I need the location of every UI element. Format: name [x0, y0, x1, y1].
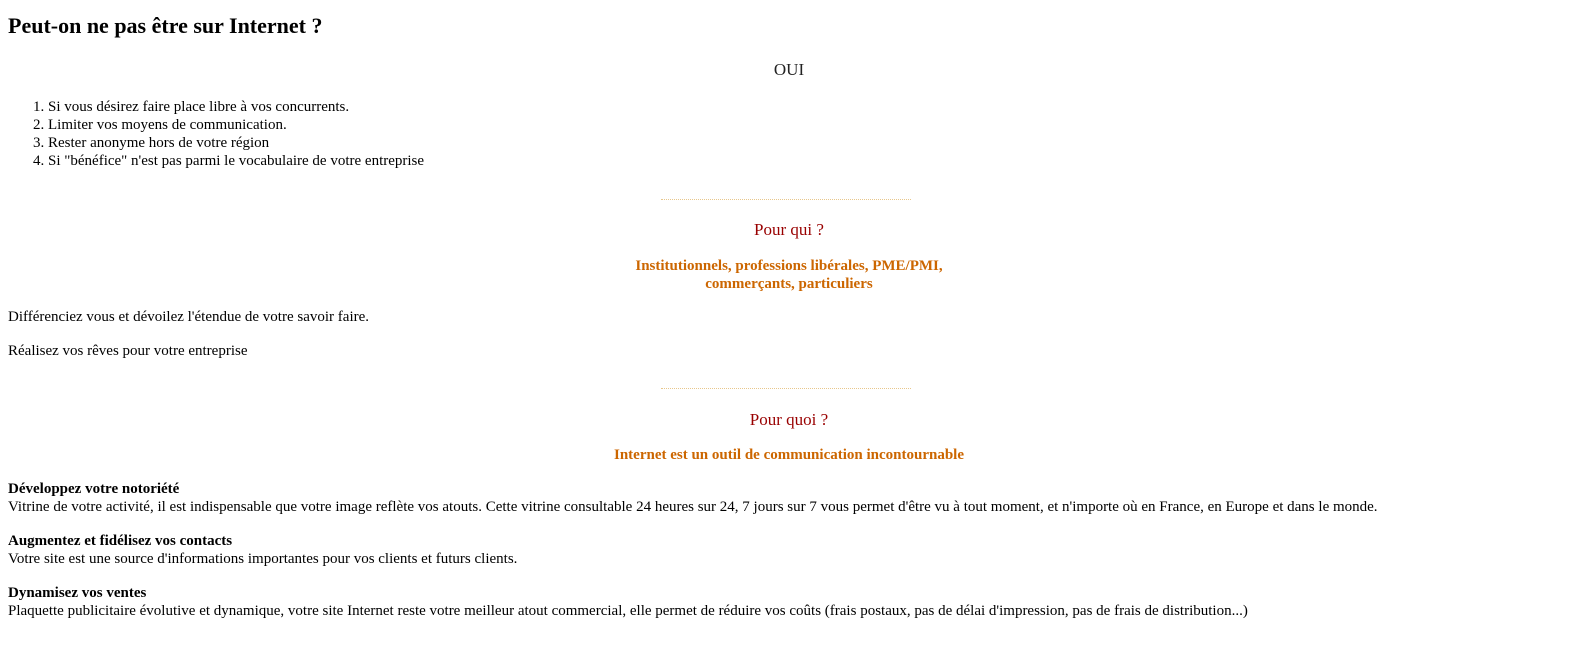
- audience-highlight: [8, 257, 1570, 293]
- section-title-pour-quoi: Pour quoi ?: [749, 410, 829, 429]
- answer-text: OUI: [773, 60, 805, 79]
- reasons-list: [8, 98, 424, 170]
- benefit-block: [8, 532, 517, 568]
- benefit-text: Vitrine de votre activité, il est indispensable que votre image reflète vos atouts. Cette vitrine consultable 24 heures sur 24, 7 jours sur 7 vous permet d'être vu à tout moment, et n'importe où en France, en Europe et dans le monde.: [8, 499, 1378, 515]
- benefit-text: Plaquette publicitaire évolutive et dynamique, votre site Internet reste votre meilleur atout commercial, elle permet de réduire vos coûts (frais postaux, pas de délai d'impression, pas de frais de distribution...): [8, 603, 1248, 619]
- section-title-pour-qui: Pour qui ?: [754, 220, 824, 239]
- list-item: 4. Si "bénéfice" n'est pas parmi le vocabulaire de votre entreprise: [48, 152, 424, 170]
- audience-line-2: commerçants, particuliers: [705, 276, 873, 292]
- list-item: 3. Rester anonyme hors de votre région: [48, 134, 424, 152]
- tagline-highlight: Internet est un outil de communication incontournable: [613, 447, 964, 463]
- paragraph-differenciez: Différenciez vous et dévoilez l'étendue de votre savoir faire.: [8, 309, 370, 325]
- page-title: Peut-on ne pas être sur Internet ?: [8, 13, 323, 38]
- benefit-heading: Augmentez et fidélisez vos contacts: [8, 533, 233, 549]
- benefit-text: Votre site est une source d'informations importantes pour vos clients et futurs clients.: [8, 551, 518, 567]
- divider: [661, 388, 911, 389]
- benefit-heading: Développez votre notoriété: [8, 481, 180, 497]
- audience-line-1: Institutionnels, professions libérales, PME/PMI,: [635, 258, 943, 274]
- list-item: 1. Si vous désirez faire place libre à vos concurrents.: [48, 98, 424, 116]
- benefit-heading: Dynamisez vos ventes: [8, 585, 147, 601]
- benefit-block: [8, 584, 1248, 620]
- benefit-block: [8, 480, 1378, 516]
- list-item: 2. Limiter vos moyens de communication.: [48, 116, 424, 134]
- divider: [661, 199, 911, 200]
- paragraph-realisez: Réalisez vos rêves pour votre entreprise: [8, 343, 248, 359]
